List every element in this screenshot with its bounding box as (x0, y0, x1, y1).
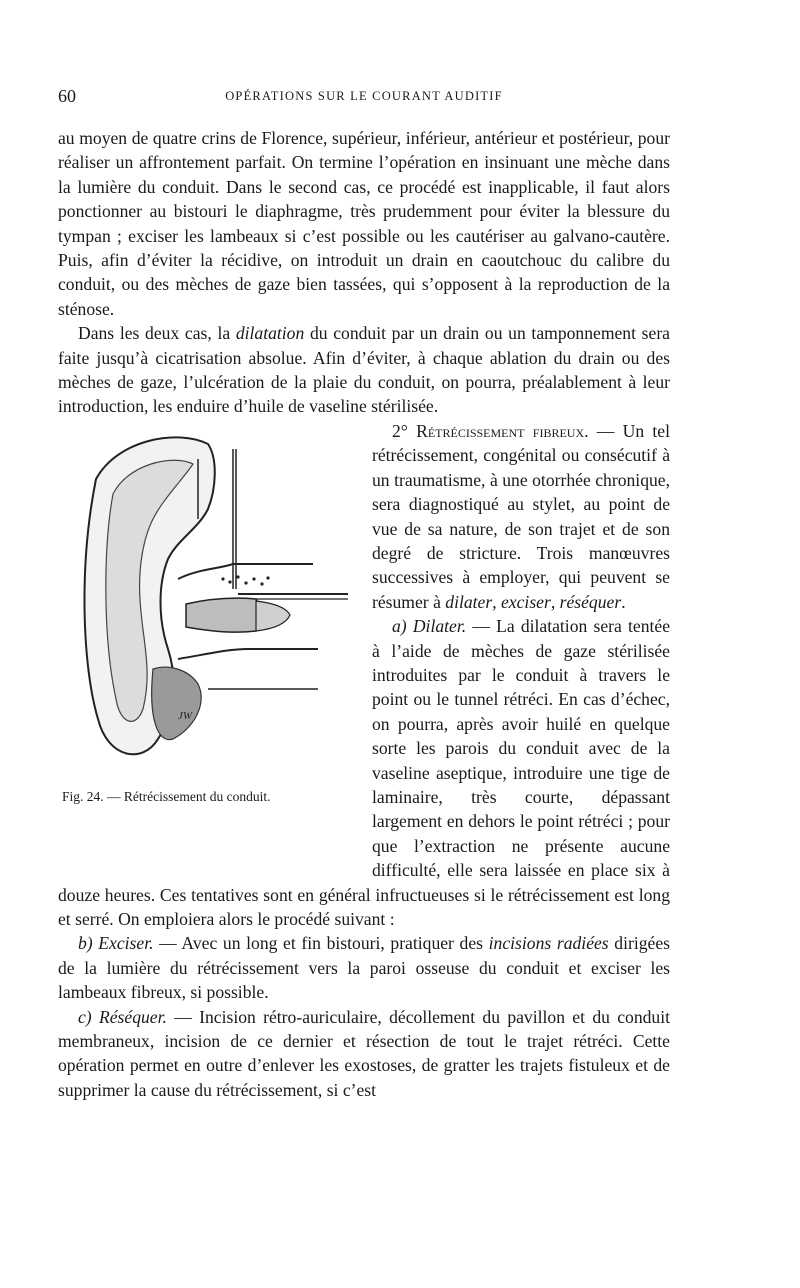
text-run: — Avec un long et fin bistouri, pratiquer des (153, 933, 489, 954)
paragraph-5 (58, 931, 670, 1004)
page-header (58, 86, 670, 108)
emphasis-resequer: réséquer (559, 591, 622, 612)
text-run: — Un tel rétrécissement, congénital ou consécutif à un traumatisme, à une otorrhée chronique, sera diagnostiqué au stylet, au point de vue de sa nature, de son trajet et de son degré de stricture. Trois manœuvres successives à employer, qui peuvent se résumer à (372, 420, 670, 612)
ear-canal-illustration (58, 419, 348, 779)
stricture-shape (186, 598, 261, 632)
running-title: OPÉRATIONS SUR LE COURANT AUDITIF (225, 89, 503, 103)
section-heading: Rétrécissement fibreux. (416, 420, 589, 441)
text-run: — La dilatation sera tentée à l’aide de mèches de gaze stérilisée introduites par le conduit à travers le point ou le tunnel rétréci. En cas d’échec, on pourra, après avoir huilé en quelque sorte les parois du conduit avec de la vaseline aseptique, introduire une tige de laminaire, très courte, dépassant largement en dehors le point rétréci ; pour que l’extraction ne présente aucune difficulté, elle sera laissée en place six à douze heures. Ces tentatives sont en général infructueuses si le rétrécissement est long et serré. On emploiera alors le procédé suivant : (58, 616, 670, 929)
emphasis-exciser: exciser (501, 591, 551, 612)
artist-signature: JW (178, 709, 193, 722)
text-run: 2° (392, 420, 417, 441)
text-run: du conduit par un drain ou un tamponnement sera faite jusqu’à cicatrisation absolue. Afin d’éviter, à chaque ablation du drain ou des mèches de gaze, l’ulcération de la plaie du conduit, on pourra, préalablement à leur introduction, les enduire d’huile de vaseline stérilisée. (58, 323, 670, 417)
text-run: — Incision rétro-auriculaire, décollement du pavillon et du conduit membraneux, incision de ce dernier et résection de tout le trajet rétréci. Cette opération permet en outre d’enlever les exostoses, de gratter les trajets fistuleux et de supprimer la cause du rétrécissement, si c’est (58, 1006, 670, 1100)
emphasis-dilatation: dilatation (235, 323, 305, 344)
figure-ear-illustration (58, 419, 358, 871)
emphasis-incisions: incisions radiées (488, 933, 609, 954)
text-run: , (492, 591, 501, 612)
figure-caption: Fig. 24. — Rétrécissement du conduit. (62, 788, 271, 804)
page-number: 60 (58, 86, 76, 106)
paragraph-2 (58, 321, 670, 419)
paragraph-1: au moyen de quatre crins de Florence, supérieur, inférieur, antérieur et postérieur, pour réaliser un affrontement parfait. On termine l’opération en insinuant une mèche dans la lumière du conduit. Dans le second cas, ce procédé est inapplicable, il faut alors ponctionner au bistouri le diaphragme, très prudemment pour éviter la blessure du tympan ; exciser les lambeaux si c’est possible ou les cautériser au galvano-cautère. Puis, afin d’éviter la récidive, on introduit un drain en caoutchouc du calibre du conduit, ou des mèches de gaze bien tassées, qui s’opposent à la reproduction de la sténose. (58, 128, 670, 319)
text-run: dirigées de la lumière du rétrécissement vers la paroi osseuse du conduit et exciser les lambeaux fibreux, si possible. (58, 933, 670, 1003)
text-run: , (550, 591, 560, 612)
text-run: Dans les deux cas, la (78, 323, 236, 344)
paragraph-6 (58, 1005, 670, 1103)
subheading-exciser: b) Exciser. (78, 933, 154, 954)
text-run: . (621, 591, 626, 612)
subheading-dilater: a) Dilater. (392, 616, 467, 637)
subheading-resequer: c) Réséquer. (78, 1006, 167, 1027)
body-text (58, 126, 670, 1102)
emphasis-dilater: dilater (445, 591, 493, 612)
